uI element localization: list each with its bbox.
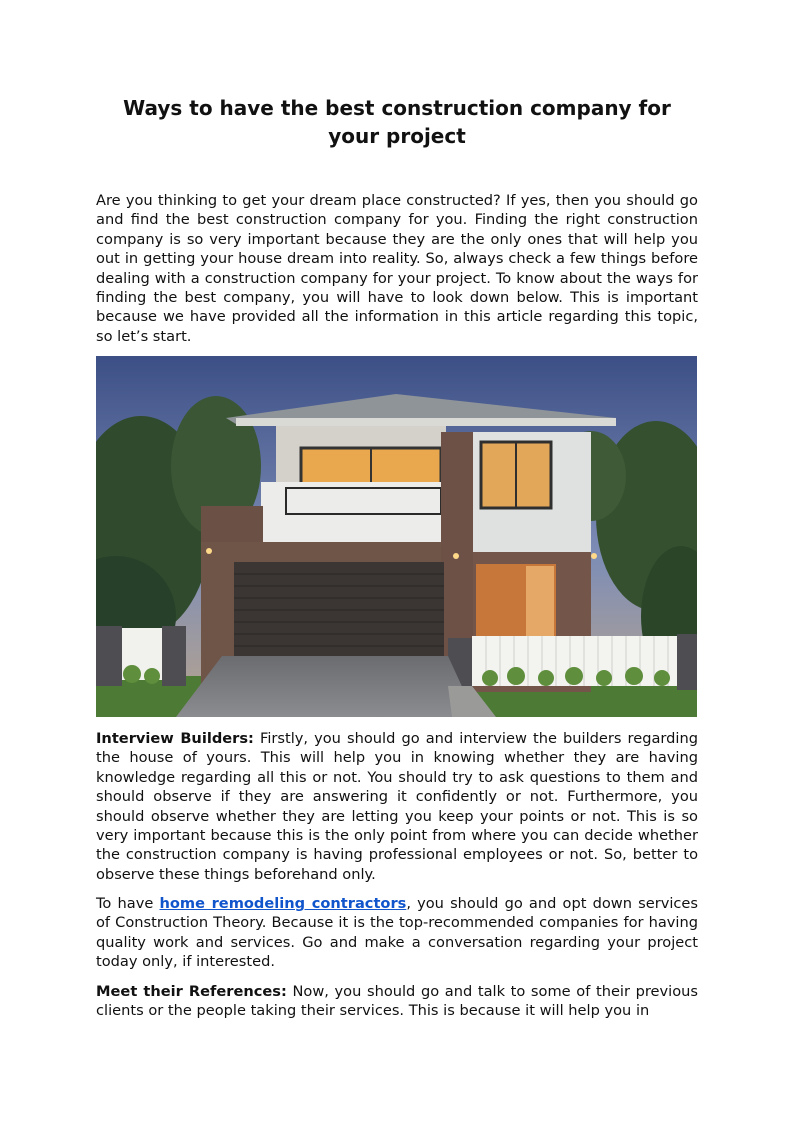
meet-references-heading: Meet their References: [96, 983, 287, 1000]
promo-text-after: , you should go and opt down services of Construction Theory. Because it is the top-recommended companies for having quality work and services. Go and make a conversation regarding your project today only, if interested. [96, 895, 699, 971]
interview-builders-paragraph [96, 729, 698, 884]
interview-builders-heading: Interview Builders: [96, 730, 254, 747]
interview-builders-text: Firstly, you should go and interview the builders regarding the house of yours. This will help you in knowing whether they are having knowledge regarding all this or not. You should try to ask questions to them and should observe if they are answering it confidently or not. Furthermore, you should observe whether they are letting you keep your points or not. This is so very important because this is the only point from where you can decide whether the construction company is having professional employees or not. So, better to observe these things beforehand only. [96, 730, 698, 883]
home-remodeling-contractors-link[interactable]: home remodeling contractors [159, 895, 407, 912]
document-title: Ways to have the best construction company for your project [123, 96, 671, 148]
promo-paragraph [96, 894, 698, 972]
meet-references-paragraph [96, 982, 698, 1021]
intro-paragraph: Are you thinking to get your dream place constructed? If yes, then you should go and find the best construction company for you. Finding the right construction company is so very important because they are the only ones that will help you out in getting your house dream into reality. So, always check a few things before dealing with a construction company for your project. To know about the ways for finding the best company, you will have to look down below. This is important because we have provided all the information in this article regarding this topic, so let’s start. [96, 192, 698, 345]
promo-text-before: To have [96, 895, 160, 912]
house-photo [96, 356, 697, 717]
meet-references-text: Now, you should go and talk to some of their previous clients or the people taking their services. This is because it will help you in [96, 983, 698, 1020]
